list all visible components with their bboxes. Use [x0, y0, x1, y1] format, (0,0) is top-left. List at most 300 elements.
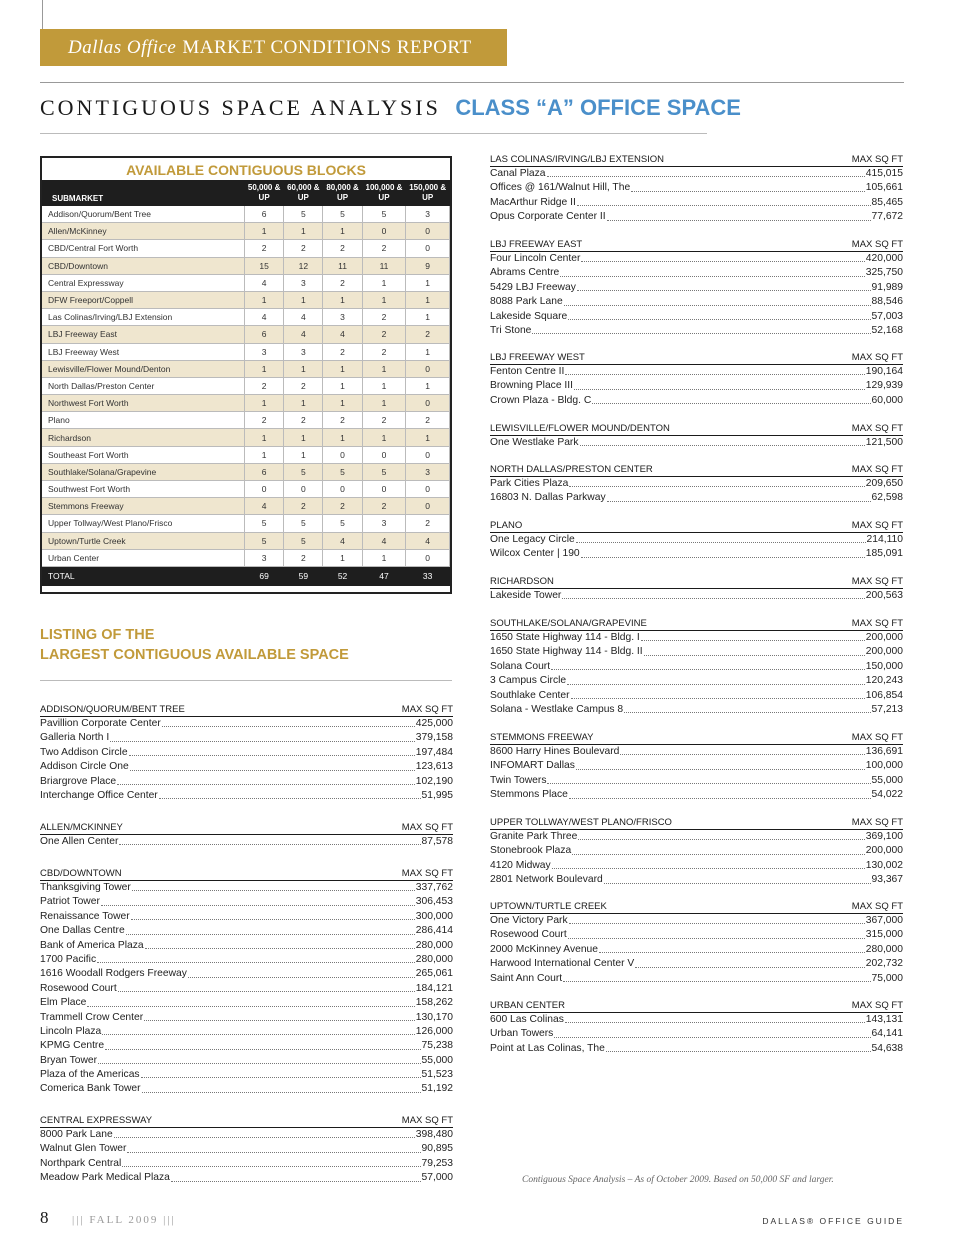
block-count: 0: [406, 446, 450, 463]
list-item: [40, 1128, 453, 1142]
dot-leader: [607, 220, 871, 221]
building-name: KPMG Centre: [40, 1040, 105, 1052]
dot-leader: [102, 1034, 415, 1035]
section-title: ADDISON/QUORUM/BENT TREE: [40, 704, 185, 715]
block-count: 1: [406, 274, 450, 291]
building-name: Lakeside Square: [490, 310, 568, 322]
footnote: Contiguous Space Analysis – As of October 2009. Based on 50,000 SF and larger.: [522, 1175, 834, 1185]
section-header: [490, 422, 903, 436]
building-name: 600 Las Colinas: [490, 1013, 564, 1025]
block-count: 5: [323, 515, 362, 532]
block-count: 4: [284, 326, 323, 343]
list-item: [40, 1039, 453, 1053]
table-row: [42, 532, 450, 549]
dot-leader: [117, 784, 415, 785]
section-title: SOUTHLAKE/SOLANA/GRAPEVINE: [490, 618, 647, 629]
block-count: 2: [323, 240, 362, 257]
dot-leader: [560, 276, 865, 277]
max-sq-ft-value: 315,000: [865, 929, 903, 941]
block-count: 4: [406, 532, 450, 549]
list-item: [490, 477, 903, 491]
block-count: 1: [362, 274, 406, 291]
section-header: [490, 999, 903, 1013]
block-count: 1: [362, 429, 406, 446]
submarket-name: Urban Center: [42, 549, 245, 566]
block-count: 2: [362, 326, 406, 343]
max-sq-ft-value: 123,613: [415, 761, 453, 773]
table-row: [42, 395, 450, 412]
max-sq-ft-value: 52,168: [871, 324, 903, 336]
submarket-name: North Dallas/Preston Center: [42, 377, 245, 394]
block-count: 4: [245, 274, 284, 291]
block-count: 5: [323, 463, 362, 480]
dot-leader: [569, 486, 864, 487]
block-count: 1: [284, 446, 323, 463]
building-name: Urban Towers: [490, 1028, 554, 1040]
building-name: 8088 Park Lane: [490, 296, 563, 308]
section-header: [40, 1114, 453, 1128]
list-item: [40, 996, 453, 1010]
max-sq-ft-value: 143,131: [865, 1013, 903, 1025]
dot-leader: [580, 445, 865, 446]
max-sq-ft-value: 51,995: [421, 789, 453, 801]
list-item: [40, 1054, 453, 1068]
max-sq-ft-value: 280,000: [415, 953, 453, 965]
submarket-name: Northwest Fort Worth: [42, 395, 245, 412]
building-name: Canal Plaza: [490, 167, 546, 179]
dot-leader: [547, 783, 870, 784]
building-name: Stonebrook Plaza: [490, 845, 572, 857]
dot-leader: [606, 1051, 871, 1052]
dot-leader: [577, 205, 871, 206]
section-header: [490, 816, 903, 830]
block-count: 0: [406, 395, 450, 412]
column-header: 150,000 & UP: [406, 180, 450, 206]
max-sq-ft-value: 265,061: [415, 968, 453, 980]
dot-leader: [576, 542, 866, 543]
block-count: 1: [245, 223, 284, 240]
listing-section: [490, 238, 903, 338]
max-sq-ft-value: 60,000: [871, 394, 903, 406]
block-count: 2: [406, 515, 450, 532]
section-title: UPTOWN/TURTLE CREEK: [490, 901, 607, 912]
listing-section: [490, 463, 903, 506]
max-sq-ft-value: 91,989: [871, 281, 903, 293]
dot-leader: [574, 389, 865, 390]
dot-leader: [567, 684, 865, 685]
block-count: 1: [362, 360, 406, 377]
section-title: RICHARDSON: [490, 576, 554, 587]
dot-leader: [145, 948, 415, 949]
list-item: [40, 895, 453, 909]
top-rule: [40, 82, 904, 83]
listing-section: [490, 153, 903, 225]
block-count: 3: [245, 549, 284, 566]
block-count: 1: [245, 395, 284, 412]
building-name: Browning Place III: [490, 380, 573, 392]
building-name: Galleria North I: [40, 732, 110, 744]
list-item: [490, 689, 903, 703]
max-sq-ft-value: 200,563: [865, 589, 903, 601]
section-title: LBJ FREEWAY EAST: [490, 239, 583, 250]
block-count: 2: [362, 412, 406, 429]
listing-section: [40, 703, 453, 803]
building-name: 3 Campus Circle: [490, 675, 567, 687]
block-count: 4: [245, 309, 284, 326]
list-item: [490, 167, 903, 181]
list-item: [490, 1042, 903, 1056]
listing-heading: [40, 625, 349, 665]
margin-line: [42, 0, 43, 30]
block-count: 1: [323, 223, 362, 240]
dot-leader: [101, 905, 415, 906]
submarket-name: Southwest Fort Worth: [42, 481, 245, 498]
block-count: 2: [284, 240, 323, 257]
building-name: 16803 N. Dallas Parkway: [490, 492, 606, 504]
max-sq-ft-value: 425,000: [415, 717, 453, 729]
block-count: 0: [362, 481, 406, 498]
list-item: [490, 928, 903, 942]
page-title-text: CONTIGUOUS SPACE ANALYSIS: [40, 95, 441, 120]
building-name: 4120 Midway: [490, 859, 551, 871]
max-sq-ft-label: MAX SQ FT: [851, 154, 903, 165]
max-sq-ft-label: MAX SQ FT: [851, 732, 903, 743]
building-name: 1650 State Highway 114 - Bldg. II: [490, 646, 643, 658]
dot-leader: [571, 698, 865, 699]
section-title: UPPER TOLLWAY/WEST PLANO/FRISCO: [490, 817, 672, 828]
dot-leader: [105, 1049, 420, 1050]
report-banner: [40, 29, 507, 66]
total-count: 47: [362, 566, 406, 586]
section-header: [490, 575, 903, 589]
list-item: [490, 324, 903, 338]
block-count: 5: [323, 206, 362, 223]
dot-leader: [563, 981, 870, 982]
dot-leader: [132, 890, 415, 891]
listing-section: [490, 351, 903, 408]
max-sq-ft-label: MAX SQ FT: [401, 704, 453, 715]
max-sq-ft-label: MAX SQ FT: [851, 1000, 903, 1011]
max-sq-ft-value: 106,854: [865, 689, 903, 701]
list-item: [490, 645, 903, 659]
block-count: 2: [284, 377, 323, 394]
table-row: [42, 257, 450, 274]
building-name: One Allen Center: [40, 835, 119, 847]
building-name: Plaza of the Americas: [40, 1069, 140, 1081]
max-sq-ft-value: 90,895: [421, 1143, 453, 1155]
max-sq-ft-value: 369,100: [865, 830, 903, 842]
block-count: 2: [406, 326, 450, 343]
block-count: 3: [406, 206, 450, 223]
max-sq-ft-label: MAX SQ FT: [401, 1115, 453, 1126]
list-item: [40, 939, 453, 953]
table-row: [42, 463, 450, 480]
max-sq-ft-value: 75,238: [421, 1040, 453, 1052]
table-row: [42, 446, 450, 463]
block-count: 2: [323, 274, 362, 291]
listing-section: [40, 1114, 453, 1186]
block-count: 5: [284, 515, 323, 532]
block-count: 0: [284, 481, 323, 498]
submarket-name: Upper Tollway/West Plano/Frisco: [42, 515, 245, 532]
block-count: 2: [406, 412, 450, 429]
list-item: [490, 310, 903, 324]
dot-leader: [607, 501, 871, 502]
dot-leader: [551, 669, 865, 670]
dot-leader: [87, 1006, 414, 1007]
max-sq-ft-value: 102,190: [415, 775, 453, 787]
table-row: [42, 274, 450, 291]
building-name: 8000 Park Lane: [40, 1128, 113, 1140]
block-count: 11: [323, 257, 362, 274]
page-title: [40, 95, 741, 121]
block-count: 1: [323, 360, 362, 377]
section-title: CBD/DOWNTOWN: [40, 868, 122, 879]
table-row: [42, 343, 450, 360]
building-name: Lincoln Plaza: [40, 1025, 102, 1037]
block-count: 1: [284, 360, 323, 377]
table-row: [42, 377, 450, 394]
block-count: 1: [323, 549, 362, 566]
section-title: PLANO: [490, 520, 523, 531]
submarket-name: CBD/Central Fort Worth: [42, 240, 245, 257]
max-sq-ft-value: 129,939: [865, 380, 903, 392]
banner-text: MARKET CONDITIONS REPORT: [182, 36, 472, 58]
max-sq-ft-label: MAX SQ FT: [851, 352, 903, 363]
max-sq-ft-value: 130,170: [415, 1011, 453, 1023]
max-sq-ft-value: 337,762: [415, 881, 453, 893]
total-count: 33: [406, 566, 450, 586]
block-count: 1: [362, 549, 406, 566]
submarket-name: Plano: [42, 412, 245, 429]
block-count: 0: [323, 446, 362, 463]
list-item: [490, 196, 903, 210]
list-item: [490, 631, 903, 645]
list-item: [490, 972, 903, 986]
block-count: 2: [362, 498, 406, 515]
building-name: Patriot Tower: [40, 896, 100, 908]
block-count: 0: [323, 481, 362, 498]
block-count: 1: [323, 291, 362, 308]
table-title: AVAILABLE CONTIGUOUS BLOCKS: [126, 162, 366, 178]
list-item: [40, 953, 453, 967]
max-sq-ft-value: 54,638: [871, 1042, 903, 1054]
list-item: [40, 1011, 453, 1025]
block-count: 3: [406, 463, 450, 480]
section-header: [490, 731, 903, 745]
building-name: Thanksgiving Tower: [40, 881, 131, 893]
building-name: Four Lincoln Center: [490, 252, 581, 264]
dot-leader: [97, 962, 415, 963]
table-row: [42, 429, 450, 446]
max-sq-ft-value: 57,003: [871, 310, 903, 322]
building-name: Point at Las Colinas, The: [490, 1042, 605, 1054]
max-sq-ft-value: 200,000: [865, 646, 903, 658]
block-count: 2: [323, 498, 362, 515]
dot-leader: [568, 319, 870, 320]
list-item: [40, 731, 453, 745]
list-item: [40, 717, 453, 731]
block-count: 1: [362, 377, 406, 394]
column-header: 60,000 & UP: [284, 180, 323, 206]
building-name: Tri Stone: [490, 324, 532, 336]
building-name: Offices @ 161/Walnut Hill, The: [490, 182, 631, 194]
table-row: [42, 326, 450, 343]
block-count: 0: [406, 240, 450, 257]
max-sq-ft-value: 325,750: [865, 267, 903, 279]
list-item: [40, 967, 453, 981]
total-row: [42, 566, 450, 586]
submarket-name: Lewisville/Flower Mound/Denton: [42, 360, 245, 377]
list-item: [490, 703, 903, 717]
block-count: 1: [245, 446, 284, 463]
dot-leader: [641, 640, 865, 641]
building-name: 5429 LBJ Freeway: [490, 281, 576, 293]
section-header: [490, 238, 903, 252]
block-count: 6: [245, 326, 284, 343]
section-header: [490, 519, 903, 533]
max-sq-ft-value: 121,500: [865, 436, 903, 448]
dot-leader: [565, 374, 864, 375]
dot-leader: [162, 726, 415, 727]
block-count: 1: [284, 291, 323, 308]
list-item: [490, 394, 903, 408]
max-sq-ft-label: MAX SQ FT: [851, 520, 903, 531]
list-item: [40, 1025, 453, 1039]
block-count: 1: [406, 429, 450, 446]
max-sq-ft-label: MAX SQ FT: [851, 464, 903, 475]
block-count: 3: [245, 343, 284, 360]
block-count: 3: [284, 343, 323, 360]
building-name: Briargrove Place: [40, 775, 117, 787]
list-item: [490, 943, 903, 957]
list-item: [40, 835, 453, 849]
submarket-name: Las Colinas/Irving/LBJ Extension: [42, 309, 245, 326]
block-count: 0: [406, 549, 450, 566]
dot-leader: [127, 1152, 420, 1153]
list-item: [40, 1142, 453, 1156]
building-name: Lakeside Tower: [490, 589, 562, 601]
total-count: 69: [245, 566, 284, 586]
list-item: [40, 1157, 453, 1171]
list-item: [490, 759, 903, 773]
submarket-name: Allen/McKinney: [42, 223, 245, 240]
list-item: [40, 775, 453, 789]
block-count: 5: [245, 532, 284, 549]
max-sq-ft-value: 158,262: [415, 997, 453, 1009]
total-label: TOTAL: [42, 566, 245, 586]
dot-leader: [599, 952, 865, 953]
block-count: 3: [323, 309, 362, 326]
dot-leader: [552, 868, 865, 869]
max-sq-ft-value: 379,158: [415, 732, 453, 744]
block-count: 1: [284, 395, 323, 412]
dot-leader: [604, 883, 871, 884]
listing-section: [490, 617, 903, 717]
submarket-name: DFW Freeport/Coppell: [42, 291, 245, 308]
column-header: 80,000 & UP: [323, 180, 362, 206]
block-count: 0: [362, 446, 406, 463]
table-row: [42, 549, 450, 566]
listing-section: [490, 999, 903, 1056]
submarket-name: Uptown/Turtle Creek: [42, 532, 245, 549]
list-item: [490, 589, 903, 603]
max-sq-ft-value: 57,213: [871, 703, 903, 715]
max-sq-ft-value: 55,000: [421, 1054, 453, 1066]
list-item: [490, 295, 903, 309]
max-sq-ft-value: 415,015: [865, 167, 903, 179]
table-row: [42, 412, 450, 429]
list-item: [490, 547, 903, 561]
season-label: ||| FALL 2009 |||: [72, 1214, 176, 1226]
page-subtitle: CLASS “A” OFFICE SPACE: [455, 95, 741, 120]
building-name: Bryan Tower: [40, 1054, 98, 1066]
max-sq-ft-value: 306,453: [415, 896, 453, 908]
section-header: [490, 351, 903, 365]
list-item: [490, 365, 903, 379]
column-header: 100,000 & UP: [362, 180, 406, 206]
submarket-name: LBJ Freeway East: [42, 326, 245, 343]
block-count: 6: [245, 206, 284, 223]
block-count: 2: [245, 412, 284, 429]
max-sq-ft-value: 300,000: [415, 910, 453, 922]
table-row: [42, 291, 450, 308]
building-name: One Legacy Circle: [490, 533, 575, 545]
block-count: 5: [362, 463, 406, 480]
list-item: [490, 830, 903, 844]
section-header: [490, 900, 903, 914]
block-count: 1: [362, 291, 406, 308]
building-name: Abrams Centre: [490, 267, 560, 279]
dot-leader: [98, 1063, 420, 1064]
dot-leader: [119, 844, 420, 845]
building-name: Opus Corporate Center II: [490, 211, 606, 223]
section-header: [40, 703, 453, 717]
max-sq-ft-value: 54,022: [871, 789, 903, 801]
list-item: [490, 788, 903, 802]
list-item: [490, 491, 903, 505]
list-item: [40, 746, 453, 760]
dot-leader: [635, 967, 865, 968]
block-count: 6: [245, 463, 284, 480]
max-sq-ft-value: 398,480: [415, 1128, 453, 1140]
table-row: [42, 515, 450, 532]
listing-section: [490, 575, 903, 603]
list-item: [490, 844, 903, 858]
building-name: Two Addison Circle: [40, 746, 128, 758]
block-count: 1: [245, 429, 284, 446]
contiguous-blocks-table: [40, 156, 452, 594]
section-title: URBAN CENTER: [490, 1000, 565, 1011]
page-number: 8: [40, 1208, 49, 1227]
list-item: [490, 181, 903, 195]
building-name: Twin Towers: [490, 774, 547, 786]
block-count: 5: [284, 463, 323, 480]
blocks-grid: [42, 180, 450, 586]
total-count: 59: [284, 566, 323, 586]
section-header: [490, 153, 903, 167]
max-sq-ft-value: 286,414: [415, 925, 453, 937]
section-title: STEMMONS FREEWAY: [490, 732, 594, 743]
building-name: Rosewood Court: [40, 982, 117, 994]
listing-section: [490, 731, 903, 803]
list-item: [40, 1068, 453, 1082]
section-title: LAS COLINAS/IRVING/LBJ EXTENSION: [490, 154, 665, 165]
block-count: 5: [362, 206, 406, 223]
listing-rule: [40, 680, 452, 681]
banner-italic: Dallas Office: [68, 36, 177, 58]
max-sq-ft-value: 55,000: [871, 774, 903, 786]
